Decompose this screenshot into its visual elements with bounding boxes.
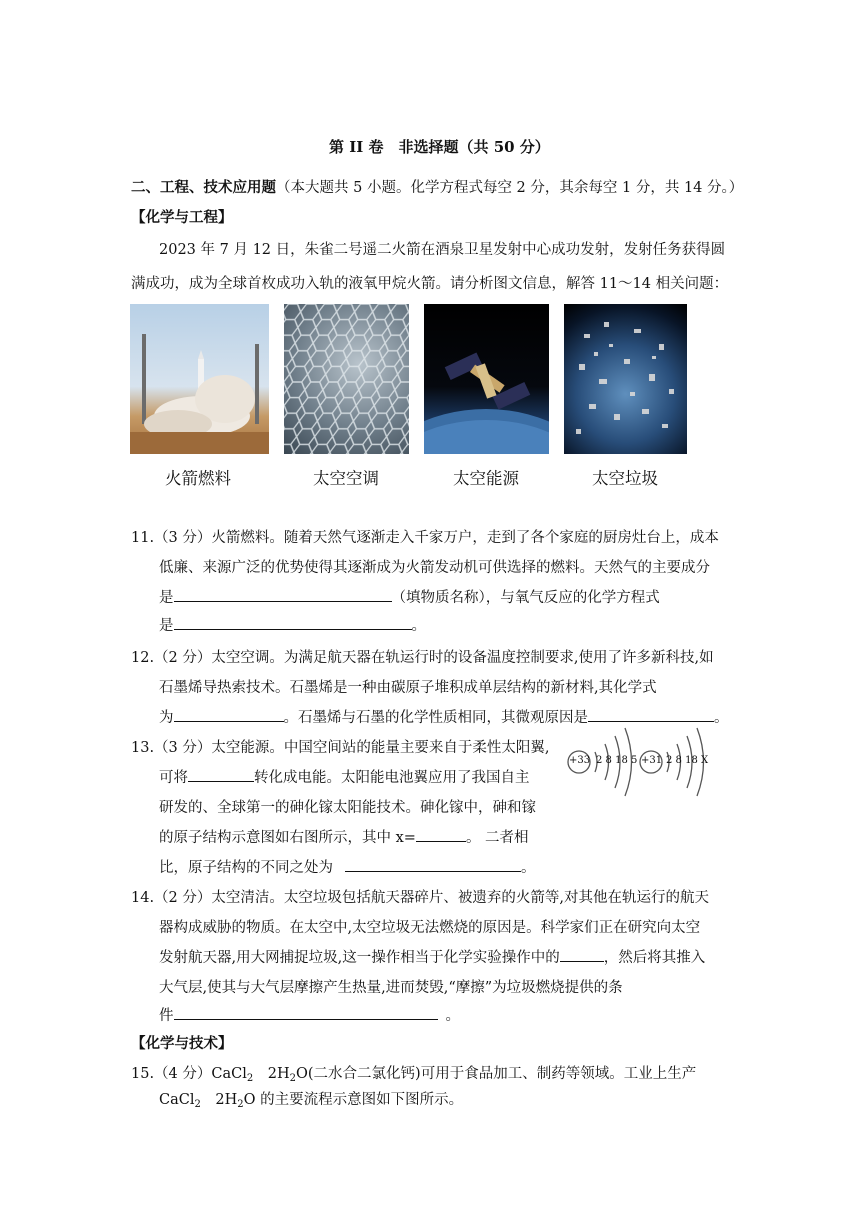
q12-line-3-mid: 。石墨烯与石墨的化学性质相同，其微观原因是 [283,710,588,726]
caption-rocket-fuel: 火箭燃料 [165,469,231,488]
q13-line-3: 研发的、全球第一的砷化镓太阳能技术。砷化镓中，砷和镓 [159,800,536,816]
part-heading-note: （本大题共 5 小题。化学方程式每空 2 分，其余每空 1 分，共 14 分。） [276,180,744,196]
q11-line-4-tail: 。 [411,618,426,634]
q11-blank-substance[interactable] [174,587,392,602]
q14-line-1: 14.（2 分）太空清洁。太空垃圾包括航天器碎片、被遗弃的火箭等,对其他在轨运行的航天 [131,890,709,906]
q12-line-3-tail: 。 [714,710,729,726]
q13-line-4-tail: 。 二者相 [465,830,529,846]
q14-line-3-tail: ，然后将其推入 [603,950,706,966]
graphene-image [284,304,409,454]
q13-blank-difference[interactable] [345,857,521,872]
q13-line-4 [159,826,529,847]
q11-blank-equation[interactable] [174,615,412,630]
q11-line-2: 低廉、来源广泛的优势使得其逐渐成为火箭发动机可供选择的燃料。天然气的主要成分 [159,560,710,576]
q11-line-3-tail: （填物质名称），与氧气反应的化学方程式 [391,590,660,606]
q13-line-5 [159,856,536,877]
q13-line-1: 13.（3 分）太空能源。中国空间站的能量主要来自于柔性太阳翼, [131,740,550,756]
intro-line-1: 2023 年 7 月 12 日，朱雀二号遥二火箭在酒泉卫星发射中心成功发射，发射任务获得圆 [159,242,726,258]
q15-sub-2: 2 [289,1073,296,1084]
rocket-launch-image [130,304,269,454]
q13-line-2-lead: 可将 [159,770,188,786]
arsenic-shells-label: 2 8 18 5 [596,755,638,766]
section-title: 第 II 卷 非选择题（共 50 分） [329,138,550,156]
q11-line-4 [159,614,426,635]
q13-blank-energy[interactable] [188,767,254,782]
q15-line-2-text: O 的主要流程示意图如下图所示。 [243,1092,464,1108]
atom-structure-diagram [562,716,710,802]
q14-line-3-lead: 发射航天器,用大网捕捉垃圾,这一操作相当于化学实验操作中的 [159,950,560,966]
caption-space-debris: 太空垃圾 [592,469,658,488]
arsenic-nucleus-label: +33 [569,755,591,766]
q15-line-1-text: O(二水合二氯化钙)可用于食品加工、制药等领域。工业上生产 [296,1066,697,1082]
q15-hydrate-2: 2H [200,1092,238,1108]
q15-line-1 [131,1062,696,1083]
q15-sub-1: 2 [246,1073,254,1084]
q13-line-5-lead: 比，原子结构的不同之处为 [159,860,333,876]
q13-line-2 [159,766,530,787]
caption-space-air-conditioning: 太空空调 [313,469,379,488]
q14-line-5 [159,1004,460,1025]
q14-line-5-lead: 件 [159,1008,174,1024]
q15-line-2 [159,1088,463,1109]
q11-line-4-lead: 是 [159,618,174,634]
gallium-nucleus-label: +31 [641,755,663,766]
q14-line-3 [159,946,705,967]
q13-line-4-lead: 的原子结构示意图如右图所示，其中 x= [159,830,416,846]
q12-line-2: 石墨烯导热索技术。石墨烯是一种由碳原子堆积成单层结构的新材料,其化学式 [159,680,657,696]
q15-sub-3: 2 [194,1099,201,1110]
intro-line-2: 满成功，成为全球首枚成功入轨的液氧甲烷火箭。请分析图文信息，解答 11～14 相关问题： [131,276,729,292]
q13-blank-x[interactable] [416,827,466,842]
part-heading-title: 二、工程、技术应用题 [131,179,276,196]
q14-line-2: 器构成威胁的物质。在太空中,太空垃圾无法燃烧的原因是。科学家们正在研究向太空 [159,920,701,936]
q15-hydrate: 2H [253,1066,290,1082]
q15-formula-2: CaCl [159,1092,195,1108]
part-heading [131,176,743,197]
caption-space-energy: 太空能源 [453,469,519,488]
q14-line-5-tail: 。 [445,1008,460,1024]
space-station-image [424,304,549,454]
space-debris-image [564,304,687,454]
q12-line-3-lead: 为 [159,710,174,726]
q12-blank-formula[interactable] [174,707,284,722]
q15-number-and-formula: 15.（4 分）CaCl [131,1066,247,1082]
q11-line-1: 11.（3 分）火箭燃料。随着天然气逐渐走入千家万户，走到了各个家庭的厨房灶台上，成本 [131,530,719,546]
q15-sub-4: 2 [237,1099,244,1110]
q11-line-3-lead: 是 [159,590,174,606]
q11-line-3 [159,586,660,607]
subsection-chem-engineering: 【化学与工程】 [131,209,233,226]
q14-blank-condition[interactable] [174,1005,438,1020]
gallium-shells-label: 2 8 18 X [666,755,709,766]
q13-line-5-tail: 。 [521,860,536,876]
q12-line-1: 12.（2 分）太空空调。为满足航天器在轨运行时的设备温度控制要求,使用了许多新科技,如 [131,650,714,666]
q14-line-4: 大气层,使其与大气层摩擦产生热量,进而焚毁,“摩擦”为垃圾燃烧提供的条 [159,980,623,996]
q14-blank-operation[interactable] [560,947,604,962]
q13-line-2-tail: 转化成电能。太阳能电池翼应用了我国自主 [254,770,530,786]
subsection-chem-technology: 【化学与技术】 [131,1035,233,1052]
